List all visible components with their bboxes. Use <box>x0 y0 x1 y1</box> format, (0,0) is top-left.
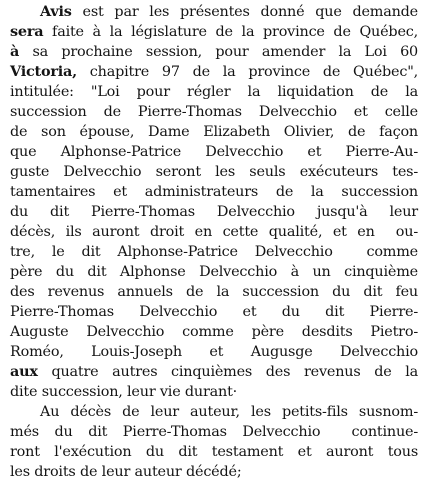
bold-lead-word: à <box>10 43 20 60</box>
line-text: chapitre 97 de la province de Québec", <box>76 64 418 80</box>
text-line: tre, le dit Alphonse-Patrice Delvecchio comme <box>10 244 418 260</box>
text-line: ront l'exécution du dit testament et auront tous <box>10 444 418 460</box>
line-text: quatre autres cinquièmes des revenus de la <box>37 364 418 380</box>
text-line: du dit Pierre-Thomas Delvecchio jusqu'à leur <box>10 204 418 220</box>
line-text: est par les présentes donné que demande <box>71 4 418 20</box>
text-line <box>10 42 418 62</box>
bold-lead-word: Avis <box>40 3 72 20</box>
text-line: més du dit Pierre-Thomas Delvecchio continue- <box>10 424 418 440</box>
line-text: sa prochaine session, pour amender la Loi 60 <box>19 44 418 60</box>
text-line: succession de Pierre-Thomas Delvecchio et celle <box>10 104 418 120</box>
text-line: Au décès de leur auteur, les petits-fils susnom- <box>40 404 418 420</box>
bold-lead-word: Victoria, <box>10 63 77 80</box>
text-line: les droits de leur auteur décédé; <box>10 464 242 480</box>
text-line <box>10 62 418 82</box>
text-line: de son épouse, Dame Elizabeth Olivier, de façon <box>10 124 418 140</box>
text-line: intitulée: "Loi pour régler la liquidation de la <box>10 84 418 100</box>
text-line: des revenus annuels de la succession du dit feu <box>10 284 418 300</box>
text-line <box>10 362 418 382</box>
text-line: que Alphonse-Patrice Delvecchio et Pierre-Au- <box>10 144 418 160</box>
bold-lead-word: sera <box>10 23 44 40</box>
line-text: faite à la législature de la province de Québec, <box>43 24 418 40</box>
text-line <box>40 2 418 22</box>
text-line: Pierre-Thomas Delvecchio et du dit Pierre- <box>10 304 418 320</box>
text-line: dite succession, leur vie durant· <box>10 384 238 400</box>
text-line: tamentaires et administrateurs de la succession <box>10 184 418 200</box>
text-line: Roméo, Louis-Joseph et Augusge Delvecchio <box>10 344 418 360</box>
text-line: décès, ils auront droit en cette qualité, et en ou- <box>10 224 418 240</box>
text-line: guste Delvecchio seront les seuls exécuteurs tes- <box>10 164 418 180</box>
bold-lead-word: aux <box>10 363 38 380</box>
text-line: Auguste Delvecchio comme père desdits Pietro- <box>10 324 418 340</box>
text-line: père du dit Alphonse Delvecchio à un cinquième <box>10 264 418 280</box>
text-line <box>10 22 418 42</box>
